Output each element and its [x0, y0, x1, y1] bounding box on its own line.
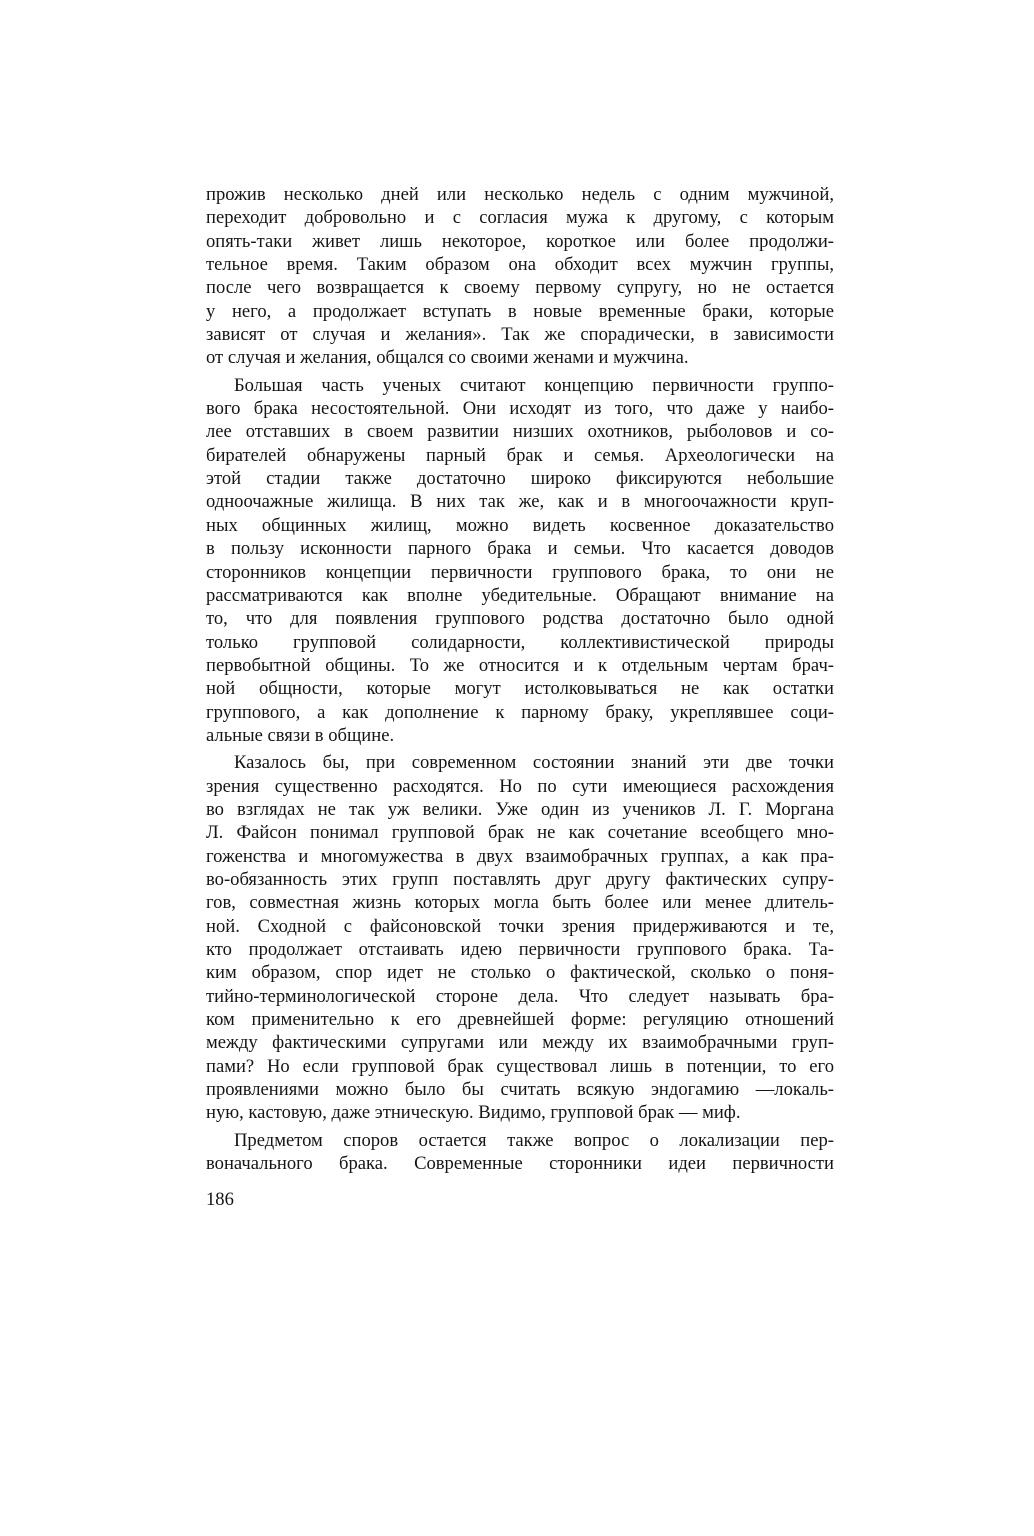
- text-line: Большая часть ученых считают концепцию первичности группо-: [234, 374, 834, 396]
- text-line: только групповой солидарности, коллективистической природы: [206, 631, 834, 653]
- text-line: ной. Сходной с файсоновской точки зрения придерживаются и те,: [206, 915, 834, 937]
- text-line: Казалось бы, при современном состоянии знаний эти две точки: [234, 752, 834, 774]
- text-line: прожив несколько дней или несколько недель с одним мужчиной,: [206, 184, 834, 205]
- text-line: в пользу исконности парного брака и семьи. Что касается доводов: [206, 538, 834, 560]
- text-line: во-обязанность этих групп поставлять друг другу фактических супру-: [206, 868, 834, 890]
- text-line: лее отставших в своем развитии низших охотников, рыболовов и со-: [206, 421, 834, 443]
- text-line: зависят от случая и желания». Так же спорадически, в зависимости: [206, 324, 834, 346]
- text-line: группового, а как дополнение к парному браку, укреплявшее соци-: [206, 701, 834, 723]
- text-line: переходит добровольно и с согласия мужа к другому, с которым: [206, 207, 834, 229]
- text-line: гоженства и многомужества в двух взаимобрачных группах, а как пра-: [206, 845, 834, 867]
- text-line: сторонников концепции первичности группового брака, то они не: [206, 561, 834, 583]
- text-line: тельное время. Таким образом она обходит всех мужчин группы,: [206, 254, 834, 276]
- text-line: пами? Но если групповой брак существовал лишь в потенции, то его: [206, 1055, 834, 1077]
- paragraph-1: [206, 183, 834, 370]
- text-line: ную, кастовую, даже этническую. Видимо, групповой брак — миф.: [206, 1102, 741, 1124]
- text-line: опять-таки живет лишь некоторое, короткое или более продолжи-: [206, 230, 834, 252]
- text-line: тийно-терминологической стороне дела. Что следует называть бра-: [206, 985, 834, 1007]
- text-line: от случая и желания, общался со своими женами и мужчина.: [206, 347, 689, 369]
- text-line: зрения существенно расходятся. Но по сути имеющиеся расхождения: [206, 775, 834, 797]
- text-line: ных общинных жилищ, можно видеть косвенное доказательство: [206, 514, 834, 536]
- paragraph-4: [206, 1129, 834, 1176]
- text-line: то, что для появления группового родства достаточно было одной: [206, 608, 834, 630]
- text-line: у него, а продолжает вступать в новые временные браки, которые: [206, 300, 834, 322]
- text-line: воначального брака. Современные сторонники идеи первичности: [206, 1153, 834, 1175]
- text-line: ким образом, спор идет не столько о фактической, сколько о поня-: [206, 962, 834, 984]
- text-line: первобытной общины. То же относится и к отдельным чертам брач-: [206, 654, 834, 676]
- text-line: одноочажные жилища. В них так же, как и в многоочажности круп-: [206, 491, 834, 513]
- text-line: этой стадии также достаточно широко фиксируются небольшие: [206, 468, 834, 490]
- text-line: вого брака несостоятельной. Они исходят из того, что даже у наибо-: [206, 398, 834, 420]
- text-line: во взглядах не так уж велики. Уже один из учеников Л. Г. Моргана: [206, 798, 834, 820]
- text-line: Л. Файсон понимал групповой брак не как сочетание всеобщего мно-: [206, 822, 834, 844]
- text-line: Предметом споров остается также вопрос о локализации пер-: [234, 1129, 834, 1151]
- text-line: ной общности, которые могут истолковываться не как остатки: [206, 678, 834, 700]
- text-line: кто продолжает отстаивать идею первичности группового брака. Та-: [206, 939, 834, 960]
- text-line: альные связи в общине.: [206, 724, 395, 746]
- document-page: [206, 183, 834, 1175]
- paragraph-2: [206, 374, 834, 748]
- paragraph-3: [206, 751, 834, 1125]
- text-line: ком применительно к его древнейшей форме: регуляцию отношений: [206, 1009, 834, 1031]
- text-line: гов, совместная жизнь которых могла быть более или менее длитель-: [206, 892, 834, 914]
- text-line: бирателей обнаружены парный брак и семья. Археологически на: [206, 444, 834, 466]
- page-number: 186: [206, 1189, 234, 1210]
- text-line: между фактическими супругами или между их взаимобрачными груп-: [206, 1032, 834, 1054]
- text-line: проявлениями можно было бы считать всякую эндогамию —локаль-: [206, 1079, 834, 1101]
- text-line: после чего возвращается к своему первому супругу, но не остается: [206, 277, 834, 299]
- text-line: рассматриваются как вполне убедительные. Обращают внимание на: [206, 584, 834, 606]
